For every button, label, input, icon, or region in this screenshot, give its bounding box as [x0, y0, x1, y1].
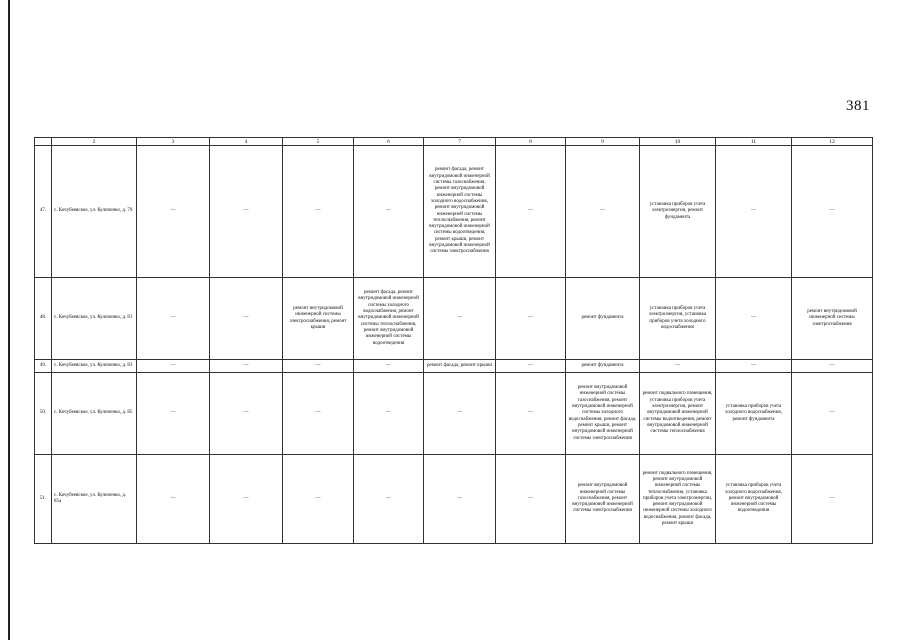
row-address: с. Кочубеевское, ул. Куличенко, д. 81	[52, 278, 137, 360]
cell-col-8: —	[496, 360, 566, 373]
cell-col-12: —	[792, 146, 873, 278]
header-row	[35, 138, 873, 146]
header-col-5: 5	[283, 138, 354, 146]
cell-col-7: —	[424, 455, 496, 544]
row-number: 51.	[35, 455, 52, 544]
cell-col-5: ремонт внутридомовой инженерной системы электроснабжения, ремонт крыши	[283, 278, 354, 360]
cell-col-6: —	[354, 455, 424, 544]
cell-col-8: —	[496, 278, 566, 360]
cell-col-9: ремонт внутридомовой инженерной системы газоснабжения, ремонт внутридомовой инженерной системы холодного водоснабжения, ремонт фасада, ремонт крыши, ремонт внутридомовой инженерной системы электроснабжения	[566, 373, 640, 455]
cell-col-11: —	[716, 146, 792, 278]
cell-col-6: —	[354, 373, 424, 455]
page-number: 381	[846, 98, 870, 114]
cell-col-3: —	[137, 373, 210, 455]
table-row	[35, 146, 873, 278]
cell-col-12: —	[792, 455, 873, 544]
table-row	[35, 278, 873, 360]
cell-col-6: ремонт фасада, ремонт внутридомовой инженерной системы холодного водоснабжения, ремонт внутридомовой инженерной системы теплоснабжения, ремонт внутридомовой инженерной системы водоотведения	[354, 278, 424, 360]
cell-col-10: ремонт подвального помещения, установка приборов учета электроэнергии, ремонт внутридомовой инженерной системы водоотведения, ремонт внутридомовой инженерной системы теплоснабжения	[640, 373, 716, 455]
cell-col-5: —	[283, 455, 354, 544]
header-col-9: 9	[566, 138, 640, 146]
cell-col-9: ремонт фундамента	[566, 278, 640, 360]
cell-col-3: —	[137, 360, 210, 373]
table-row	[35, 373, 873, 455]
cell-col-8: —	[496, 146, 566, 278]
cell-col-11: —	[716, 360, 792, 373]
cell-col-10: установка приборов учета электроэнергии, ремонт фундамента	[640, 146, 716, 278]
cell-col-5: —	[283, 146, 354, 278]
header-col-12: 12	[792, 138, 873, 146]
header-col-11: 11	[716, 138, 792, 146]
cell-col-7: ремонт фасада, ремонт внутридомовой инженерной системы газоснабжения, ремонт внутридомовой инженерной системы холодного водоснабжения, ремонт внутридомовой инженерной системы теплоснабжения, ремонт внутридомовой инженерной системы водоотведения, ремонт крыши, ремонт внутридомовой инженерной системы электроснабжения	[424, 146, 496, 278]
table-row	[35, 360, 873, 373]
header-col-7: 7	[424, 138, 496, 146]
cell-col-6: —	[354, 360, 424, 373]
cell-col-7: —	[424, 373, 496, 455]
row-number: 47.	[35, 146, 52, 278]
cell-col-11: установка приборов учета холодного водоснабжения, ремонт внутридомовой инженерной системы водоотведения	[716, 455, 792, 544]
cell-col-3: —	[137, 455, 210, 544]
cell-col-4: —	[210, 360, 283, 373]
cell-col-10: установка приборов учета электроэнергии, установка приборов учета холодного водоснабжения	[640, 278, 716, 360]
cell-col-4: —	[210, 373, 283, 455]
cell-col-3: —	[137, 278, 210, 360]
cell-col-12: —	[792, 373, 873, 455]
header-col-6: 6	[354, 138, 424, 146]
header-col-4: 4	[210, 138, 283, 146]
cell-col-4: —	[210, 278, 283, 360]
row-address: с. Кочубеевское, ул. Куличенко, д. 85	[52, 373, 137, 455]
cell-col-9: ремонт фундамента	[566, 360, 640, 373]
cell-col-7: ремонт фасада, ремонт крыши	[424, 360, 496, 373]
row-address: с. Кочубеевское, ул. Куличенко, д. 85а	[52, 455, 137, 544]
header-col-2: 2	[52, 138, 137, 146]
cell-col-6: —	[354, 146, 424, 278]
cell-col-3: —	[137, 146, 210, 278]
table-row	[35, 455, 873, 544]
cell-col-10: —	[640, 360, 716, 373]
left-margin-rule	[8, 0, 10, 640]
row-address: с. Кочубеевское, ул. Куличенко, д. 79	[52, 146, 137, 278]
cell-col-11: установка приборов учета холодного водоснабжения, ремонт фундамента	[716, 373, 792, 455]
row-number: 49.	[35, 360, 52, 373]
header-col-10: 10	[640, 138, 716, 146]
cell-col-4: —	[210, 455, 283, 544]
repair-schedule-table	[34, 137, 873, 544]
cell-col-9: —	[566, 146, 640, 278]
header-col-3: 3	[137, 138, 210, 146]
cell-col-8: —	[496, 373, 566, 455]
cell-col-5: —	[283, 360, 354, 373]
cell-col-12: ремонт внутридомовой инженерной системы электроснабжения	[792, 278, 873, 360]
header-col-1	[35, 138, 52, 146]
cell-col-11: —	[716, 278, 792, 360]
cell-col-12: —	[792, 360, 873, 373]
cell-col-10: ремонт подвального помещения, ремонт внутридомовой инженерной системы теплоснабжения, установка приборов учета электроэнергии, ремонт внутридомовой инженерной системы холодного водоснабжения, ремонт фасада, ремонт крыши	[640, 455, 716, 544]
cell-col-5: —	[283, 373, 354, 455]
cell-col-9: ремонт внутридомовой инженерной системы газоснабжения, ремонт внутридомовой инженерной системы электроснабжения	[566, 455, 640, 544]
cell-col-8: —	[496, 455, 566, 544]
row-address: с. Кочубеевское, ул. Куличенко, д. 83	[52, 360, 137, 373]
header-col-8: 8	[496, 138, 566, 146]
cell-col-4: —	[210, 146, 283, 278]
row-number: 50.	[35, 373, 52, 455]
row-number: 48.	[35, 278, 52, 360]
cell-col-7: —	[424, 278, 496, 360]
